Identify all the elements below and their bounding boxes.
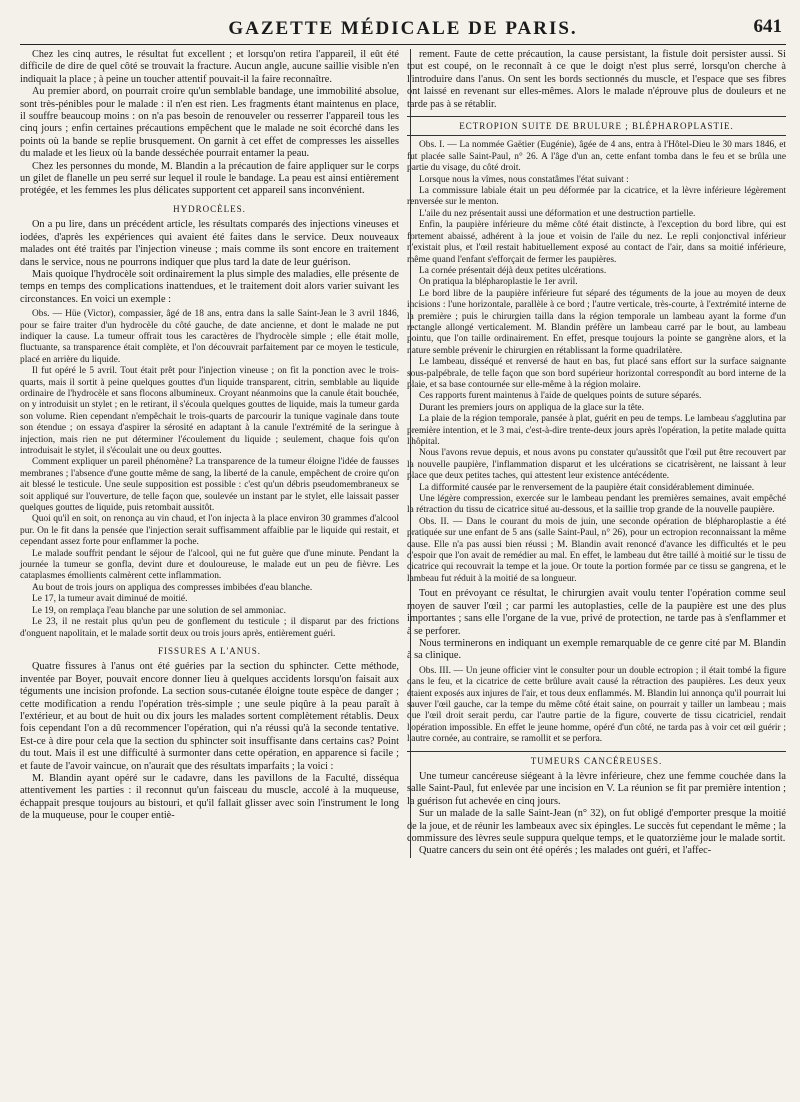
- section-heading-tumeurs: TUMEURS CANCÉREUSES.: [407, 751, 786, 767]
- observation-paragraph: Il fut opéré le 5 avril. Tout était prêt pour l'injection vineuse ; on fit la ponction avec le trois-quarts, mais il sortit à peine quelques gouttes d'un liquide transparent, citrin, semblable au liquide ordinaire de l'hydrocèle et sans flocons albumineux. Croyant néanmoins que la canule était bouchée, on y introduisit un stylet ; en le retirant, il s'écoula quelques gouttes de liquide, mais la tumeur garda son volume. Rien cependant n'empêchait le trois-quarts de parcourir la tunique vaginale dans toute son étendue ; on essaya d'aspirer la sérosité en adaptant à la canule l'extrémité de la seringue à injection, mais rien ne put déterminer l'écoulement du liquide ; seulement, chaque fois qu'on introduisait le stylet, il s'écoulait une ou deux gouttes.: [20, 366, 399, 456]
- observation-paragraph: La cornée présentait déjà deux petites ulcérations.: [419, 265, 607, 276]
- observation-paragraph: Le malade souffrit pendant le séjour de l'alcool, qui ne fut guère que d'une minute. Pendant la journée la tumeur se gonfla, devint dure et douloureuse, le malade eut un peu de fièvre. Les cataplasmes émollients calmèrent cette inflammation.: [20, 548, 399, 582]
- observation-paragraph: Obs. — Hüe (Victor), compassier, âgé de 18 ans, entra dans la salle Saint-Jean le 3 avril 1846, pour se faire traiter d'un hydrocèle du côté gauche, de date ancienne, et dont le malade ne put indiquer la cause. La tumeur offrait tous les caractères de l'hydrocèle simple ; elle était molle, fluctuante, sa transparence était complète, et l'on découvrait parfaitement par ce moyen le testicule, placé en arrière du liquide.: [20, 309, 399, 365]
- observation-paragraph: Le 17, la tumeur avait diminué de moitié.: [32, 594, 188, 605]
- observation-paragraph: Le 19, on remplaça l'eau blanche par une solution de sel ammoniac.: [32, 605, 286, 616]
- paragraph: On a pu lire, dans un précédent article, les résultats comparés des injections vineuses et iodées, d'après les expériences qui avaient été faites dans le service. Deux nouveaux malades ont été traités par l'injection vineuse ; mais comme ils sont encore en traitement dans le service, nous ne pourrons indiquer que plus tard la date de leur guérison.: [20, 219, 399, 268]
- page-number: 641: [753, 16, 782, 37]
- paragraph: rement. Faute de cette précaution, la cause persistant, la fistule doit persister aussi. Si tout est coupé, on le reconnaît à ce que le doigt n'est plus serré, lorsqu'on cherche à l'introduire dans l'anus. On sent les bords sectionnés du muscle, et l'espace que ses fibres ont laissé en revenant sur elles-mêmes. Alors le malade n'éprouve plus de douleurs et ne tarde pas à se rétablir.: [407, 49, 786, 110]
- observation-paragraph: Le lambeau, disséqué et renversé de haut en bas, fut placé sans effort sur la surface saignante sous-palpébrale, de telle façon que son bord supérieur horizontal correspondît au bord interne de la plaie, et sa base contournée sur elle-même à la région molaire.: [407, 357, 786, 390]
- right-column: [407, 49, 786, 858]
- paragraph: Quatre cancers du sein ont été opérés ; les malades ont guéri, et l'affec-: [419, 845, 712, 857]
- paragraph: Quatre fissures à l'anus ont été guéries par la section du sphincter. Cette méthode, inventée par Boyer, pouvait encore donner lieu à quelques accidents lorsqu'on faisait aux téguments une incision profonde. La section sous-cutanée éloigne toute espèce de danger ; cette modification a rendu l'opération très-simple ; une seule piqûre à la peau paraît à l'extérieur, et au bout de huit ou dix jours les malades sortent complètement rétablis. Deux fois cependant l'on a dû recommencer l'opération, qui n'a réussi qu'à la seconde tentative. Est-ce à dire pour cela que la section du sphincter soit insuffisante dans certains cas? Point du tout. Mais il est une difficulté à surmonter dans cette opération, en apparence si facile ; et faute de l'avoir vaincue, on n'aurait que des résultats imparfaits ; la voici :: [20, 661, 399, 772]
- paragraph: Chez les cinq autres, le résultat fut excellent ; et lorsqu'on retira l'appareil, il eût été difficile de dire de quel côté se trouvait la fracture. Aucun angle, aucune saillie visible n'en indiquait la place ; à peine un toucher attentif pouvait-il la faire reconnaître.: [20, 49, 399, 85]
- observation-paragraph: On pratiqua la blépharoplastie le 1er avril.: [419, 277, 578, 288]
- observation-paragraph: L'aile du nez présentait aussi une déformation et une destruction partielle.: [419, 208, 696, 219]
- paragraph: Une tumeur cancéreuse siégeant à la lèvre inférieure, chez une femme couchée dans la salle Saint-Paul, fut enlevée par une incision en V. La réunion se fit par première intention ; la guérison fut achevée en cinq jours.: [407, 770, 786, 807]
- observation-paragraph: La plaie de la région temporale, pansée à plat, guérit en peu de temps. Le lambeau s'agglutina par première intention, et le 3 mai, c'est-à-dire trente-deux jours après l'opération, la petite malade quitta l'hôpital.: [407, 414, 786, 447]
- observation-paragraph: Au bout de trois jours on appliqua des compresses imbibées d'eau blanche.: [32, 582, 313, 593]
- paragraph: Tout en prévoyant ce résultat, le chirurgien avait voulu tenter l'opération comme seul moyen de sauver l'œil ; car parmi les autoplasties, celle de la paupière est une des plus importantes ; sans elle l'organe de la vue, privé de protection, ne tarde pas à s'enflammer et à se perforer.: [407, 588, 786, 637]
- observation-paragraph: La commissure labiale était un peu déformée par la cicatrice, et la lèvre inférieure légèrement renversée sur le menton.: [407, 186, 786, 208]
- paragraph: Chez les personnes du monde, M. Blandin a la précaution de faire appliquer sur le corps un gilet de flanelle un peu serré sur lequel il roule le bandage. La peau est ainsi entièrement protégée, et les femmes les plus délicates supportent cet appareil sans inconvénient.: [20, 160, 399, 197]
- column-divider: [410, 49, 411, 858]
- section-heading-ectropion: ECTROPION SUITE DE BRULURE ; BLÉPHAROPLASTIE.: [407, 116, 786, 136]
- observation-paragraph: Comment expliquer un pareil phénomène? La transparence de la tumeur éloigne l'idée de fausses membranes ; l'absence d'une goutte même de sang, la liberté de la canule, empêchent de croire qu'on ait blessé le testicule. Une seule supposition est possible : c'est qu'un débris pseudomembraneux se soit appliqué sur l'ouverture, de telle façon que, soulevée un instant par le stylet, elle laissait passer quelques gouttes de liquide, puis retombait aussitôt.: [20, 457, 399, 514]
- paragraph: M. Blandin ayant opéré sur le cadavre, dans les pavillons de la Faculté, disséqua attentivement les parties : il reconnut qu'un faisceau du muscle, accolé à la muqueuse, échappait presque toujours au bistouri, et qu'il fallait glisser avec soin l'instrument le long de la muqueuse, pour le couper entiè-: [20, 772, 399, 822]
- observation-paragraph: Ces rapports furent maintenus à l'aide de quelques points de suture séparés.: [419, 391, 702, 402]
- observation-paragraph: Obs. III. — Un jeune officier vint le consulter pour un double ectropion ; il était tombé la figure dans le feu, et la cicatrice de cette brûlure avait causé la rétraction des paupières. Les deux yeux étaient exposés aux injures de l'air, et tous deux enflammés. M. Blandin lui annonça qu'il pourrait lui sauver l'œil gauche, car la tempe du même côté était saine, on pourrait y tailler un lambeau ; mais que l'œil droit serait perdu, car l'autre partie de la figure, couverte de tissu cicatriciel, rendait l'opération impossible. En effet le jeune homme, opéré d'un côté, ne tarda pas à voir cet œil guérir ; l'autre cornée, au contraire, se ramollit et se perfora.: [407, 665, 786, 745]
- observation-paragraph: Enfin, la paupière inférieure du même côté était distincte, à l'exception du bord libre, qui est fortement abaissé, adhérent à la joue et voisin de l'aile du nez. Le repli conjonctival inférieur n'existait plus, et l'œil restait habituellement exposé au contact de l'air, dans sa moitié inférieure, même quand l'enfant s'efforçait de fermer les paupières.: [407, 220, 786, 265]
- left-column: [20, 49, 399, 858]
- observation-paragraph: Obs. II. — Dans le courant du mois de juin, une seconde opération de blépharoplastie a été pratiquée sur une enfant de 5 ans (salle Saint-Paul, n° 26), pour un ectropion reconnaissant la même cause. Elle n'a pas aussi bien réussi ; M. Blandin avait renoncé d'avance les difficultés et le peu d'espoir que l'on avait de remédier au mal. En effet, le lambeau dut être taillé à moitié sur le tissu de cicatrice qui recouvrait la tempe et la joue. Or toute la portion formée par ce tissu se gangrena, et le lambeau fut réduit à la moitié de sa longueur.: [407, 516, 786, 584]
- observation-paragraph: Obs. I. — La nommée Gaëtier (Eugénie), âgée de 4 ans, entra à l'Hôtel-Dieu le 30 mars 1846, et fut placée salle Saint-Paul, n° 26. A l'âge d'un an, cette enfant tomba dans le feu et se brûla une partie du visage, du côté droit.: [407, 140, 786, 174]
- section-heading-fissures: FISSURES A L'ANUS.: [158, 645, 261, 656]
- observation-paragraph: Le 23, il ne restait plus qu'un peu de gonflement du testicule ; il disparut par des frictions d'onguent napolitain, et le malade sortit deux ou trois jours après, entièrement guéri.: [20, 617, 399, 639]
- paragraph: Au premier abord, on pourrait croire qu'un semblable bandage, une immobilité absolue, sont très-pénibles pour le malade : il n'en est rien. Les fragments étant maintenus en place, il souffre beaucoup moins : on n'a pas besoin de renouveler ou resserrer l'appareil tous les cinq jours ; enfin certaines précautions empêchent que le malade ne soit écorché dans les points où la bande se replie brusquement. On garnit à cet effet de compresses les aisselles du malade et les lieux où la bande desséchée pourrait entamer la peau.: [20, 86, 399, 160]
- text-columns: [20, 49, 786, 858]
- observation-paragraph: Quoi qu'il en soit, on renonça au vin chaud, et l'on injecta à la place environ 30 grammes d'alcool pur. On le fit dans la pensée que l'injection serait suffisamment affaiblie par le liquide qui restait, et cependant assez forte pour enflammer la poche.: [20, 514, 399, 548]
- observation-paragraph: Une légère compression, exercée sur le lambeau pendant les premières semaines, avait empêché la rétraction du tissu de cicatrice situé au-dessous, et la saillie trop grande de la nouvelle paupière.: [407, 494, 786, 516]
- observation-paragraph: Nous l'avons revue depuis, et nous avons pu constater qu'aussitôt que l'œil put être recouvert par la nouvelle paupière, l'inflammation disparut et les ulcérations se cicatrisèrent, ne laissant à leur place que deux petites taches, qui attestent leur existence antécédente.: [407, 448, 786, 482]
- journal-title: GAZETTE MÉDICALE DE PARIS.: [228, 18, 578, 39]
- observation-paragraph: La difformité causée par le renversement de la paupière était considérablement diminuée.: [419, 482, 755, 493]
- observation-paragraph: Durant les premiers jours on appliqua de la glace sur la tête.: [419, 402, 644, 413]
- page-header: [20, 12, 786, 45]
- observation-paragraph: Lorsque nous la vîmes, nous constatâmes l'état suivant :: [419, 174, 629, 185]
- observation-paragraph: Le bord libre de la paupière inférieure fut séparé des téguments de la joue au moyen de deux incisions : l'une horizontale, parallèle à ce bord ; l'autre verticale, très-courte, à l'extrémité interne de la première ; puis le chirurgien tailla dans la région temporale un lambeau ayant la forme d'un rectangle allongé verticalement. M. Blandin préfère un lambeau carré par le bout, au lambeau pointu, que l'on taille ordinairement. En effet, presque toujours la pointe se gangrène alors, et la nature semble prévenir le chirurgien en rétablissant la forme quadrilatère.: [407, 288, 786, 356]
- paragraph: Nous terminerons en indiquant un exemple remarquable de ce genre cité par M. Blandin à sa clinique.: [407, 637, 786, 662]
- paragraph: Sur un malade de la salle Saint-Jean (n° 32), on fut obligé d'emporter presque la moitié de la joue, et de réunir les lambeaux avec six épingles. Le succès fut cependant le même ; la commissure des lèvres seule suppura quelque temps, et le quatorzième jour le malade sortit.: [407, 808, 786, 844]
- section-heading-hydroceles: HYDROCÈLES.: [173, 203, 246, 214]
- paragraph: Mais quoique l'hydrocèle soit ordinairement la plus simple des maladies, elle présente de temps en temps des complications inattendues, et le traitement doit alors varier suivant les circonstances. En voici un exemple :: [20, 268, 399, 305]
